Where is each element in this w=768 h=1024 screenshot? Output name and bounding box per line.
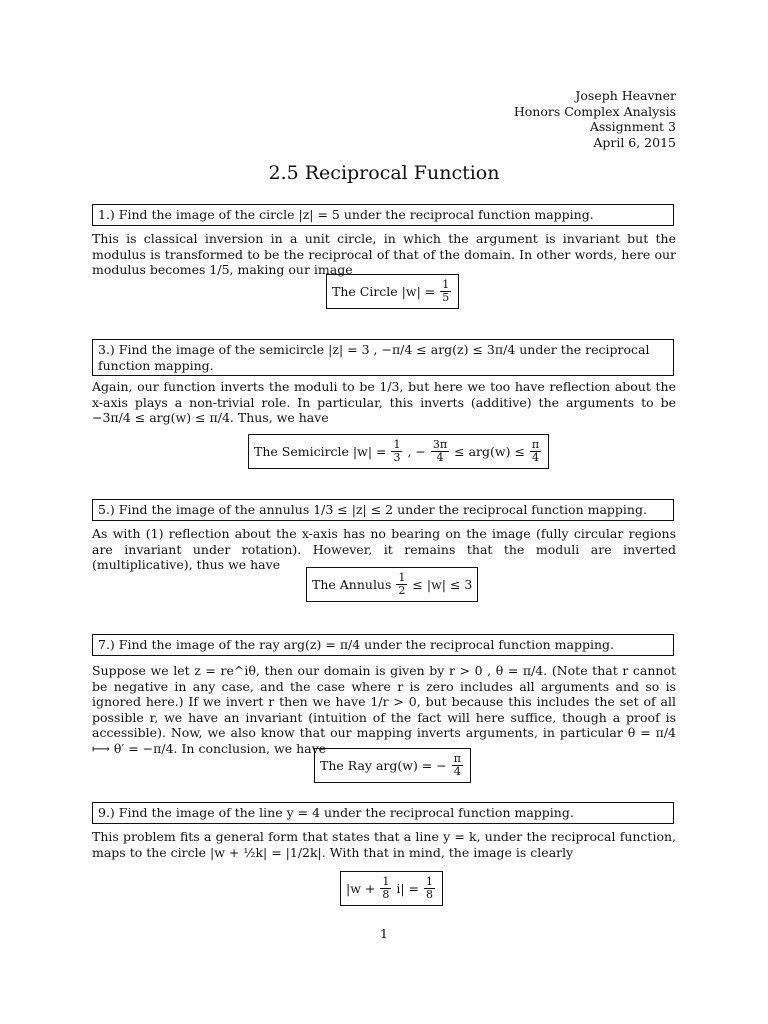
result-5-tail: ≤ |w| ≤ 3	[412, 576, 473, 592]
result-9-fraction-2	[424, 876, 435, 901]
result-3-middle: ≤ arg(w) ≤	[454, 443, 525, 459]
result-7-den: 4	[453, 765, 461, 778]
result-1-box	[326, 274, 459, 309]
question-5-box	[92, 499, 674, 521]
header-block	[514, 88, 676, 150]
result-3-den-3: 4	[532, 451, 540, 464]
answer-9-text: This problem fits a general form that states that a line y = k, under the reciprocal function, maps to the circle |w + ½k| = |1/2k|. With that in mind, the image is clearly	[92, 829, 676, 860]
question-9-text: 9.) Find the image of the line y = 4 under the reciprocal function mapping.	[98, 805, 574, 820]
section-title: 2.5 Reciprocal Function	[268, 162, 500, 184]
page-number: 1	[380, 926, 388, 941]
result-3-den-2: 4	[436, 451, 444, 464]
question-3-text: 3.) Find the image of the semicircle |z| = 3 , −π/4 ≤ arg(z) ≤ 3π/4 under the reciprocal function mapping.	[98, 342, 650, 373]
result-9-num-1: 1	[382, 875, 390, 888]
result-1-numerator: 1	[442, 278, 450, 291]
result-9-box	[340, 871, 443, 906]
result-3-num-2: 3π	[432, 438, 448, 451]
result-5-num: 1	[398, 571, 406, 584]
question-7-text: 7.) Find the image of the ray arg(z) = π/4 under the reciprocal function mapping.	[98, 637, 614, 652]
result-9-fraction-1	[380, 876, 391, 901]
question-1-box	[92, 204, 674, 226]
result-9-prefix: |w +	[346, 880, 376, 896]
result-3-box	[248, 434, 549, 469]
question-3-box	[92, 339, 674, 376]
course: Honors Complex Analysis	[513, 103, 676, 119]
result-3-fraction-1	[391, 439, 402, 464]
answer-3-text: Again, our function inverts the moduli to be 1/3, but here we too have reflection about the x-axis plays a non-trivial role. In particular, this inverts (additive) the arguments to be −3π/4 ≤ arg(w) ≤ π/4. Thus, we have	[92, 379, 676, 425]
answer-5-text: As with (1) reflection about the x-axis has no bearing on the image (fully circular regions are invariant under rotation). However, it remains that the moduli are inverted (multiplicative), thus we have	[92, 526, 676, 572]
result-5-den: 2	[398, 584, 406, 597]
document-page	[92, 0, 676, 1024]
result-1-denominator: 5	[442, 291, 450, 304]
result-3-num-1: 1	[393, 438, 401, 451]
result-7-box	[314, 748, 471, 783]
result-3-label: The Semicircle |w| =	[254, 443, 387, 459]
result-9-den-2: 8	[426, 888, 434, 901]
result-9-num-2: 1	[426, 875, 434, 888]
result-9-den-1: 8	[382, 888, 390, 901]
answer-1-text: This is classical inversion in a unit circle, in which the argument is invariant but the modulus is transformed to be the reciprocal of that of the domain. In other words, here our modulus becomes 1/5, making our image	[92, 231, 676, 277]
question-9-box	[92, 802, 674, 824]
result-1-fraction	[440, 279, 451, 304]
result-7-fraction	[452, 753, 463, 778]
result-3-num-3: π	[531, 438, 540, 451]
result-5-box	[306, 567, 478, 602]
question-1-text: 1.) Find the image of the circle |z| = 5 under the reciprocal function mapping.	[98, 207, 594, 222]
result-3-fraction-3	[530, 439, 541, 464]
result-1-label: The Circle |w| =	[332, 283, 436, 299]
answer-7-text: Suppose we let z = re^iθ, then our domain is given by r > 0 , θ = π/4. (Note that r cannot be negative in any case, and the case where r is zero includes all arguments and so is ignored here.) If we invert r then we have 1/r > 0, but because this includes the set of all possible r, we have an invariant (intuition of the fact will here suffice, though a proof is accessible). Now, we also know that our mapping inverts arguments, in particular θ = π/4 ⟼ θ′ = −π/4. In conclusion, we have	[92, 663, 676, 756]
question-5-text: 5.) Find the image of the annulus 1/3 ≤ |z| ≤ 2 under the reciprocal function mapping.	[98, 502, 647, 517]
result-3-fraction-2	[431, 439, 449, 464]
result-5-fraction	[396, 572, 407, 597]
result-9-middle: i| =	[396, 880, 420, 896]
author: Joseph Heavner	[575, 88, 676, 103]
result-5-label: The Annulus	[312, 576, 392, 592]
assignment: Assignment 3	[589, 119, 676, 134]
question-7-box	[92, 634, 674, 656]
result-7-label: The Ray arg(w) = −	[320, 757, 447, 773]
result-7-num: π	[453, 752, 461, 765]
date: April 6, 2015	[593, 134, 676, 150]
result-3-separator: , −	[407, 443, 426, 459]
result-3-den-1: 3	[393, 451, 401, 464]
